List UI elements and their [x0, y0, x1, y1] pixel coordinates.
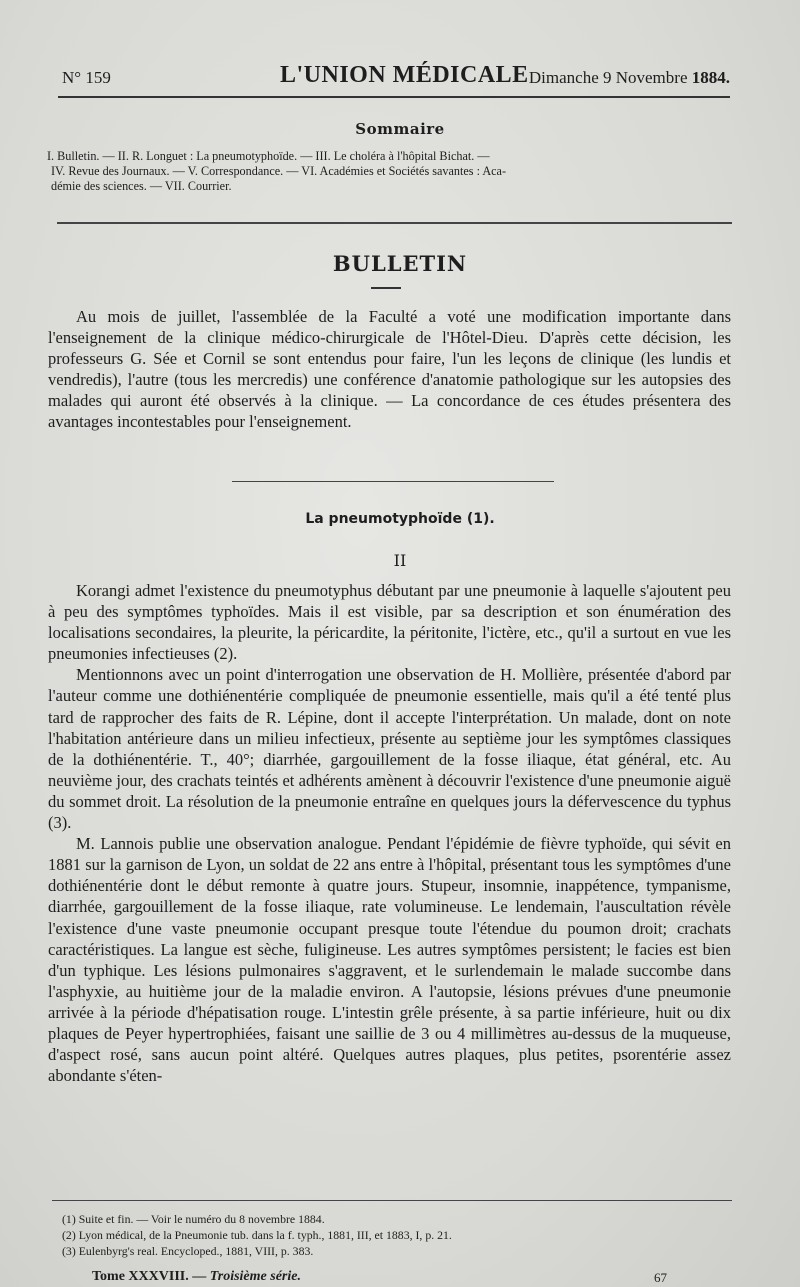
- footnote: (2) Lyon médical, de la Pneumonie tub. dans la f. typh., 1881, III, et 1883, I, p. 21.: [62, 1228, 452, 1242]
- issue-date-text: Dimanche 9 Novembre: [528, 68, 688, 87]
- article-body: [48, 580, 731, 1086]
- volume-label: Tome XXXVIII. —: [92, 1269, 207, 1284]
- bulletin-paragraph: Au mois de juillet, l'assemblée de la Faculté a voté une modification importante dans l'enseignement de la clinique médico-chirurgicale de l'Hôtel-Dieu. D'après cette décision, les professeurs G. Sée et Cornil se sont entendus pour faire, l'un les leçons de clinique (les lundis et vendredis), l'autre (tous les mercredis) une conférence d'anatomie pathologique sur les autopsies des malades qui auront été observés à la clinique. — La concordance de ces études présentera des avantages incontestables pour l'enseignement.: [48, 307, 731, 432]
- footnote: (3) Eulenbyrg's real. Encycloped., 1881, VIII, p. 383.: [62, 1244, 314, 1258]
- footnote-divider: [52, 1200, 732, 1201]
- divider: [57, 222, 732, 224]
- article-paragraph: M. Lannois publie une observation analogue. Pendant l'épidémie de fièvre typhoïde, qui sévit en 1881 sur la garnison de Lyon, un soldat de 22 ans entre à l'hôpital, présentant tous les symptômes d'une dothiénentérie dont le début remonte à quatre jours. Stupeur, insomnie, inappétence, tympanisme, diarrhée, gargouillement de la fosse iliaque, rate volumineuse. Le lendemain, l'auscultation révèle l'existence d'une vaste pneumonie occupant presque toute l'étendue du poumon droit; crachats caractéristiques. La langue est sèche, fuligineuse. Les autres symptômes persistent; le facies est bien d'un typhique. Les lésions pulmonaires s'aggravent, et le surlendemain le malade succombe dans l'asphyxie, au huitième jour de la maladie environ. A l'autopsie, lésions prévues d'une pneumonie arrivée à la période d'hépatisation rouge. L'intestin grêle présente, à sa partie inférieure, huit ou dix plaques de Peyer hypertrophiées, faisant une saillie de 3 ou 4 millimètres au-dessus de la muqueuse, d'aspect rosé, sans aucun point altéré. Quelques autres plaques, plus petites, psorentérie assez abondante s'éten-: [48, 834, 731, 1086]
- journal-title: L'UNION MÉDICALE: [280, 62, 529, 88]
- bulletin-heading: BULLETIN: [332, 251, 468, 276]
- sommaire-contents: [47, 149, 730, 194]
- sommaire-heading: Sommaire: [355, 120, 445, 138]
- article-paragraph: Korangi admet l'existence du pneumotyphus débutant par une pneumonie à laquelle s'ajoutent peu à peu des symptômes typhoïdes. Mais il est visible, par sa description et son énumération des localisations secondaires, la pleurite, la péricardite, la péritonite, l'ictère, etc., qu'il a surtout en vue les pneumonies infectieuses (2).: [48, 581, 731, 664]
- divider: [371, 287, 401, 289]
- section-number: II: [393, 551, 407, 570]
- issue-number: N° 159: [62, 68, 111, 87]
- article-paragraph: Mentionnons avec un point d'interrogation une observation de H. Mollière, présentée d'abord par l'auteur comme une dothiénentérie compliquée de pneumonie essentielle, mais qu'il a été tenté plus tard de rapprocher des faits de R. Lépine, dont il accepte l'interprétation. Un malade, dont on note l'habitation antérieure dans un milieu infectieux, présente au septième jour les symptômes classiques de la dothiénentérie. T., 40°; diarrhée, gargouillement de la fosse iliaque, état général, etc. Au neuvième jour, des crachats teintés et adhérents amènent à découvrir l'existence d'une pneumonie aiguë du sommet droit. La résolution de la pneumonie entraîne en quelques jours la défervescence du typhus (3).: [48, 665, 731, 833]
- sommaire-line: IV. Revue des Journaux. — V. Correspondance. — VI. Académies et Sociétés savantes : Aca-: [51, 164, 507, 178]
- footnotes: [62, 1211, 712, 1259]
- issue-date: [529, 68, 730, 88]
- sommaire-line: I. Bulletin. — II. R. Longuet : La pneumotyphoïde. — III. Le choléra à l'hôpital Bichat. —: [47, 149, 490, 163]
- issue-year: 1884.: [691, 68, 730, 87]
- sommaire-line: démie des sciences. — VII. Courrier.: [51, 179, 232, 193]
- page-number: 67: [654, 1270, 667, 1285]
- volume-info: [92, 1269, 301, 1285]
- footnote: (1) Suite et fin. — Voir le numéro du 8 novembre 1884.: [62, 1212, 325, 1226]
- divider: [232, 481, 554, 482]
- series-label: Troisième série.: [209, 1269, 301, 1284]
- page-header: [58, 62, 730, 98]
- article-title: La pneumotyphoïde (1).: [305, 511, 495, 527]
- bulletin-body: [48, 306, 731, 433]
